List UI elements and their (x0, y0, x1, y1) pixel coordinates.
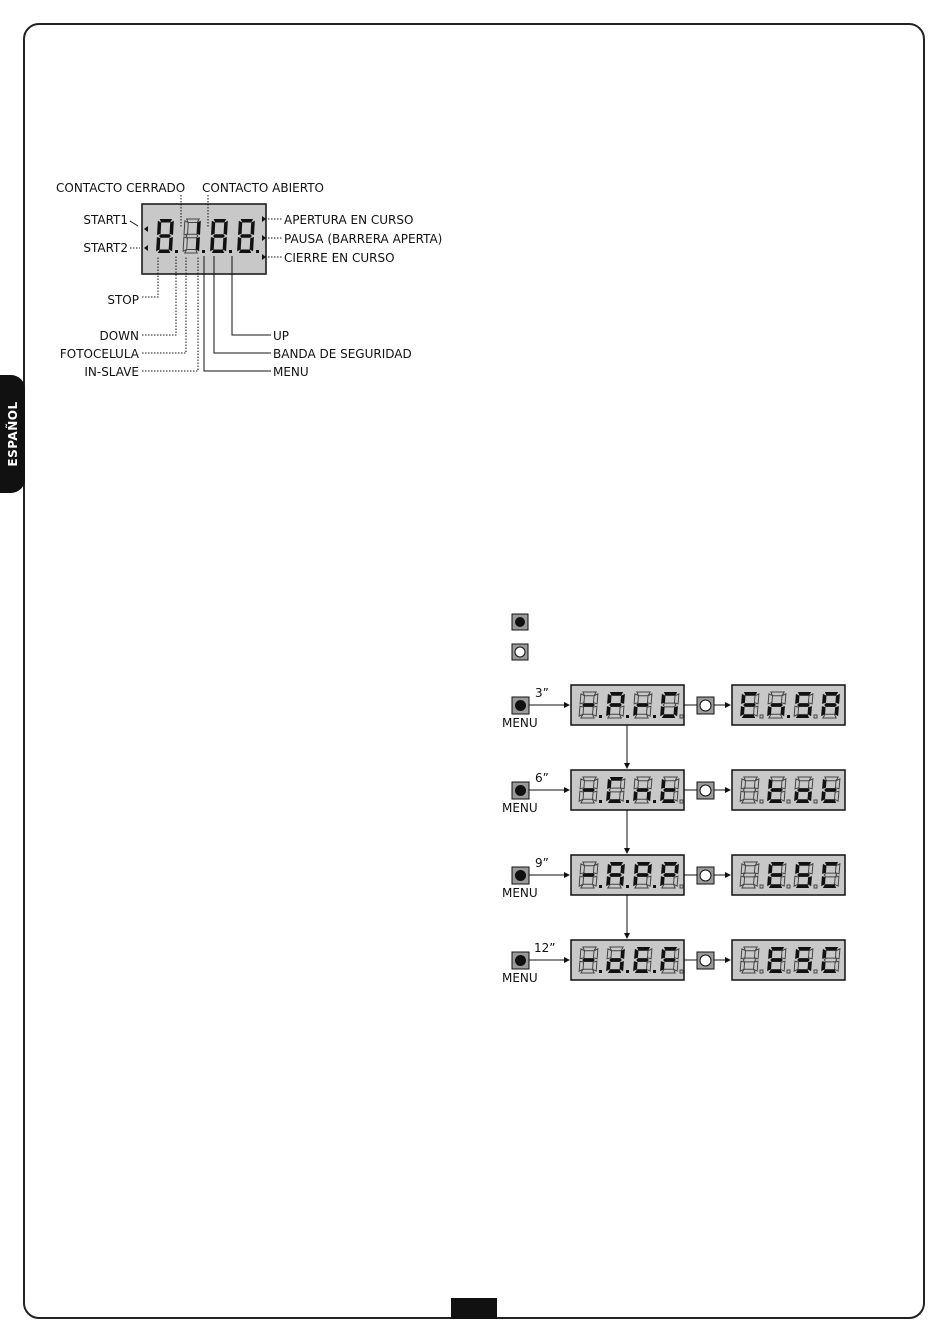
label-pausa: PAUSA (BARRERA APERTA) (284, 232, 443, 246)
legend-led-on (512, 614, 528, 630)
menu-time-label: 6” (535, 771, 549, 785)
label-contacto-abierto: CONTACTO ABIERTO (202, 181, 324, 195)
label-start1: START1 (83, 213, 128, 227)
menu-button-label: MENU (502, 886, 538, 900)
label-fotocelula: FOTOCELULA (59, 347, 139, 361)
menu-button-label: MENU (502, 716, 538, 730)
label-contacto-cerrado: CONTACTO CERRADO (56, 181, 186, 195)
menu-time-label: 3” (535, 686, 549, 700)
menu-rows (512, 685, 845, 980)
label-stop: STOP (107, 293, 139, 307)
menu-row-3 (512, 855, 845, 938)
menu-row-1 (512, 685, 845, 768)
label-cierre: CIERRE EN CURSO (284, 251, 395, 265)
label-start2: START2 (83, 241, 128, 255)
menu-time-label: 9” (535, 856, 549, 870)
label-up: UP (273, 329, 290, 343)
menu-row-4 (512, 940, 845, 980)
language-tab-label: ESPAÑOL (5, 401, 20, 467)
label-menu-line: MENU (273, 365, 309, 379)
menu-display-right (732, 855, 845, 895)
menu-time-label: 12” (534, 941, 556, 955)
menu-display-right (732, 940, 845, 980)
label-in-slave: IN-SLAVE (84, 365, 139, 379)
menu-row-2 (512, 770, 845, 853)
menu-button-label: MENU (502, 971, 538, 985)
menu-button-label: MENU (502, 801, 538, 815)
label-banda: BANDA DE SEGURIDAD (273, 347, 412, 361)
label-apertura: APERTURA EN CURSO (284, 213, 414, 227)
legend-led-off (512, 644, 528, 660)
label-down: DOWN (99, 329, 139, 343)
